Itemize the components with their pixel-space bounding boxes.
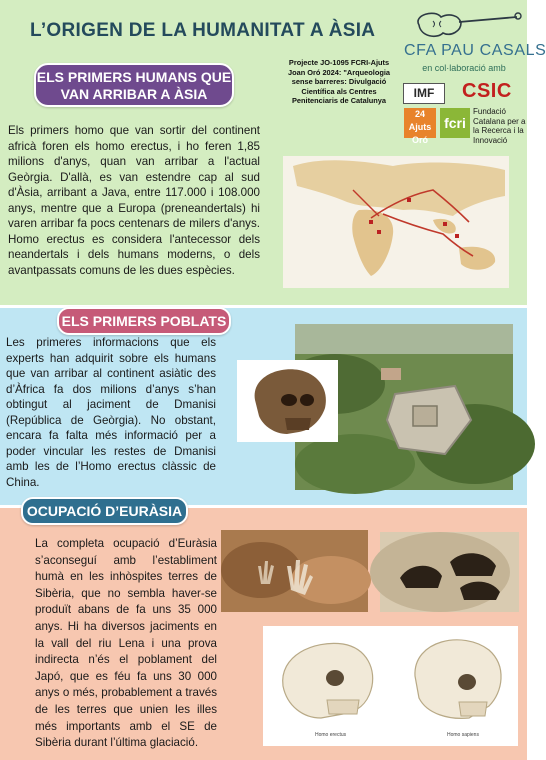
skull-comparison-photo bbox=[263, 626, 518, 746]
heading-first-humans: ELS PRIMERS HUMANS QUE VAN ARRIBAR A ÀSIA bbox=[34, 63, 234, 107]
project-note: Projecte JO-1095 FCRI-Ajuts Joan Oró 2024: "Arqueologia sense barreres: Divulgació Científica als Centres Penitenciaris de Catalunya bbox=[287, 58, 391, 106]
heading-first-settlements: ELS PRIMERS POBLATS bbox=[57, 307, 231, 335]
cave-painting-photo bbox=[380, 532, 519, 612]
imf-logo: IMF bbox=[403, 83, 445, 104]
first-humans-text: Els primers homo que van sortir del continent africà foren els homo erectus, i ho feren 1,85 milions d'anys, quan van arribar a l'actual Geòrgia. D'allà, es van estendre cap al sud d'Àsia, arribant a Java, entre 117.000 i 108.000 anys, mentre que a Europa (preneandertals) hi varen arribar fa pocs centenars de milers d'anys. Homo erectus es considera l'antecessor dels neandertals i dels humans moderns, o dels avantpassats comuns de les dues espècies. bbox=[8, 124, 260, 277]
skull-caption-erectus: Homo erectus bbox=[315, 732, 347, 738]
skull-caption-sapiens: Homo sapiens bbox=[447, 732, 479, 738]
cave-handprint-photo bbox=[221, 530, 368, 612]
fcri-name: Fundació Catalana per a la Recerca i la Innovació bbox=[473, 107, 526, 145]
cfa-logo-text: CFA PAU CASALS bbox=[404, 42, 546, 59]
page-title: L’ORIGEN DE LA HUMANITAT A ÀSIA bbox=[30, 20, 376, 41]
fcri-logo: fcri bbox=[440, 108, 470, 138]
skull-photo bbox=[237, 360, 338, 442]
violin-logo bbox=[405, 3, 523, 43]
ajuts-oro-logo: 24 Ajuts Oró bbox=[404, 108, 436, 138]
collaboration-text: en col·laboració amb bbox=[422, 63, 506, 73]
csic-logo: CSIC bbox=[462, 80, 512, 102]
eurasia-occupation-text: La completa ocupació d’Euràsia s’aconseguí amb l’establiment humà en les inhòspites terres de Sibèria, que no sembla haver-se produït abans de fa uns 35 000 anys. Hi ha diversos jaciments en la vall del riu Lena i una prova indirecta n’és el poblament del Japó, que es féu fa uns 30 000 anys o més, probablement a través de les terres que unien les illes més importants amb el SE de Sibèria durant l’última glaciació. bbox=[35, 537, 217, 750]
heading-eurasia-occupation: OCUPACIÓ D’EURÀSIA bbox=[21, 497, 188, 525]
migration-map bbox=[283, 156, 509, 288]
first-settlements-text: Les primeres informacions que els experts han adquirit sobre els humans que van arribar al continent asiàtic des d’Àfrica fa dos milions d’anys s’han obtingut al jaciment de Dmanisi (República de Geòrgia). No obstant, encara fa falta més informació per a poder vincular les restes de Dmanisi amb les de l’Homo erectus clàssic de China. bbox=[6, 336, 216, 489]
